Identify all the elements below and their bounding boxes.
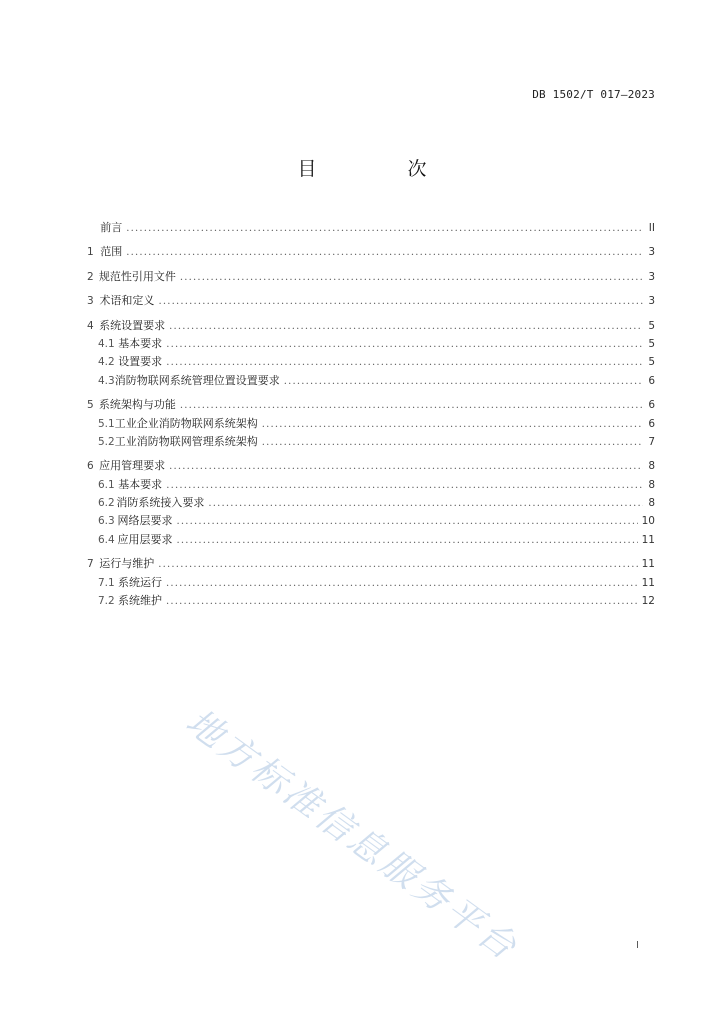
toc-entry-number: 6: [87, 460, 94, 473]
toc-entry-number: 6.3: [98, 515, 115, 528]
toc-entry-label: 规范性引用文件: [98, 269, 176, 283]
toc-leader-dots: [126, 220, 643, 238]
toc-leader-dots: [166, 354, 643, 372]
toc-entry-number: 4.3: [98, 374, 115, 387]
toc-entry-label: 系统维护: [117, 594, 162, 608]
toc-leader-dots: [180, 397, 643, 415]
toc-entry-page: 5: [648, 337, 655, 350]
toc-entry-label: 应用管理要求: [99, 459, 166, 473]
toc-entry-page: 11: [641, 558, 655, 571]
toc-entry-number: 7.1: [98, 576, 115, 589]
page-number: I: [636, 940, 639, 951]
toc-leader-dots: [166, 477, 643, 495]
toc-entry[interactable]: [87, 415, 655, 433]
toc-entry[interactable]: [87, 512, 655, 530]
page-title: 目 次: [297, 158, 463, 180]
toc-entry-page: 6: [648, 374, 655, 387]
toc-entry-page: 12: [641, 595, 655, 608]
toc-entry-number: 6.4: [98, 533, 115, 546]
toc-entry-label: 系统架构与功能: [98, 398, 176, 412]
toc-entry-label: 应用层要求: [117, 532, 173, 546]
toc-entry-label: 设置要求: [118, 355, 163, 369]
toc-entry-label: 前言: [100, 221, 123, 234]
toc-entry-number: 6.2: [98, 497, 115, 510]
toc-entry[interactable]: [87, 353, 655, 371]
toc-entry-label: 基本要求: [118, 336, 163, 350]
toc-entry-page: II: [648, 222, 655, 234]
toc-leader-dots: [177, 513, 638, 531]
toc-entry[interactable]: [87, 494, 655, 512]
toc-entry-page: 3: [648, 295, 655, 308]
toc-entry-number: 5: [87, 399, 94, 412]
toc-entry-number: 4: [87, 319, 94, 332]
toc-entry[interactable]: [87, 372, 655, 390]
toc-leader-dots: [169, 318, 643, 336]
toc-entry-page: 6: [648, 399, 655, 412]
toc-entry[interactable]: [87, 592, 655, 610]
toc-leader-dots: [169, 458, 643, 476]
toc-leader-dots: [177, 532, 638, 550]
toc-entry-number: 6.1: [98, 478, 115, 491]
toc-entry[interactable]: [87, 531, 655, 549]
toc-entry-number: 7: [87, 558, 94, 571]
toc-leader-dots: [262, 434, 643, 452]
toc-entry-number: 3: [87, 295, 94, 308]
toc-entry[interactable]: [87, 433, 655, 451]
toc-leader-dots: [262, 416, 643, 434]
toc-entry[interactable]: [87, 317, 655, 335]
toc-leader-dots: [180, 269, 643, 287]
toc-entry-page: 11: [641, 576, 655, 589]
toc-leader-dots: [166, 593, 638, 611]
toc-entry-label: 系统运行: [117, 575, 162, 589]
toc-entry-page: 8: [648, 460, 655, 473]
toc-entry-label: 网络层要求: [117, 514, 173, 528]
toc-entry[interactable]: [87, 457, 655, 475]
toc-leader-dots: [158, 293, 643, 311]
toc-entry[interactable]: [87, 292, 655, 310]
toc-entry-label: 消防物联网系统管理位置设置要求: [114, 373, 280, 387]
toc-entry-page: 8: [648, 478, 655, 491]
toc-entry[interactable]: [87, 555, 655, 573]
toc-entry-page: 7: [648, 435, 655, 448]
toc-leader-dots: [126, 244, 643, 262]
toc-entry[interactable]: [87, 335, 655, 353]
toc-entry-number: 4.2: [98, 356, 115, 369]
toc-entry-label: 工业消防物联网管理系统架构: [114, 434, 258, 448]
toc-entry-number: 2: [87, 270, 94, 283]
toc-entry-page: 8: [648, 497, 655, 510]
toc-entry[interactable]: [87, 476, 655, 494]
table-of-contents: [87, 219, 655, 610]
toc-entry[interactable]: [87, 574, 655, 592]
toc-entry[interactable]: [87, 396, 655, 414]
toc-entry-label: 基本要求: [118, 477, 163, 491]
toc-entry-label: 范围: [100, 245, 123, 259]
toc-entry-number: 1: [87, 246, 94, 259]
toc-entry-page: 3: [648, 246, 655, 259]
toc-entry-label: 运行与维护: [99, 557, 155, 571]
toc-entry-number: 4.1: [98, 337, 115, 350]
toc-leader-dots: [284, 373, 643, 391]
toc-entry-number: 7.2: [98, 595, 115, 608]
watermark: 地方标准信息服务平台: [178, 701, 526, 970]
toc-entry-label: 系统设置要求: [99, 318, 166, 332]
toc-entry-label: 工业企业消防物联网系统架构: [114, 416, 258, 430]
toc-entry-number: 5.1: [98, 417, 115, 430]
toc-entry-page: 5: [648, 356, 655, 369]
toc-entry-page: 11: [641, 533, 655, 546]
toc-leader-dots: [208, 495, 643, 513]
toc-entry-label: 术语和定义: [99, 294, 155, 308]
toc-entry[interactable]: [87, 268, 655, 286]
toc-entry-page: 6: [648, 417, 655, 430]
toc-leader-dots: [166, 336, 643, 354]
standard-code: DB 1502/T 017—2023: [532, 88, 655, 101]
toc-entry-number: 5.2: [98, 435, 115, 448]
toc-leader-dots: [158, 556, 637, 574]
toc-entry[interactable]: [87, 219, 655, 237]
toc-entry-label: 消防系统接入要求: [116, 496, 205, 510]
toc-entry[interactable]: [87, 243, 655, 261]
toc-entry-page: 10: [641, 515, 655, 528]
toc-entry-page: 5: [648, 319, 655, 332]
toc-leader-dots: [166, 575, 638, 593]
toc-entry-page: 3: [648, 270, 655, 283]
